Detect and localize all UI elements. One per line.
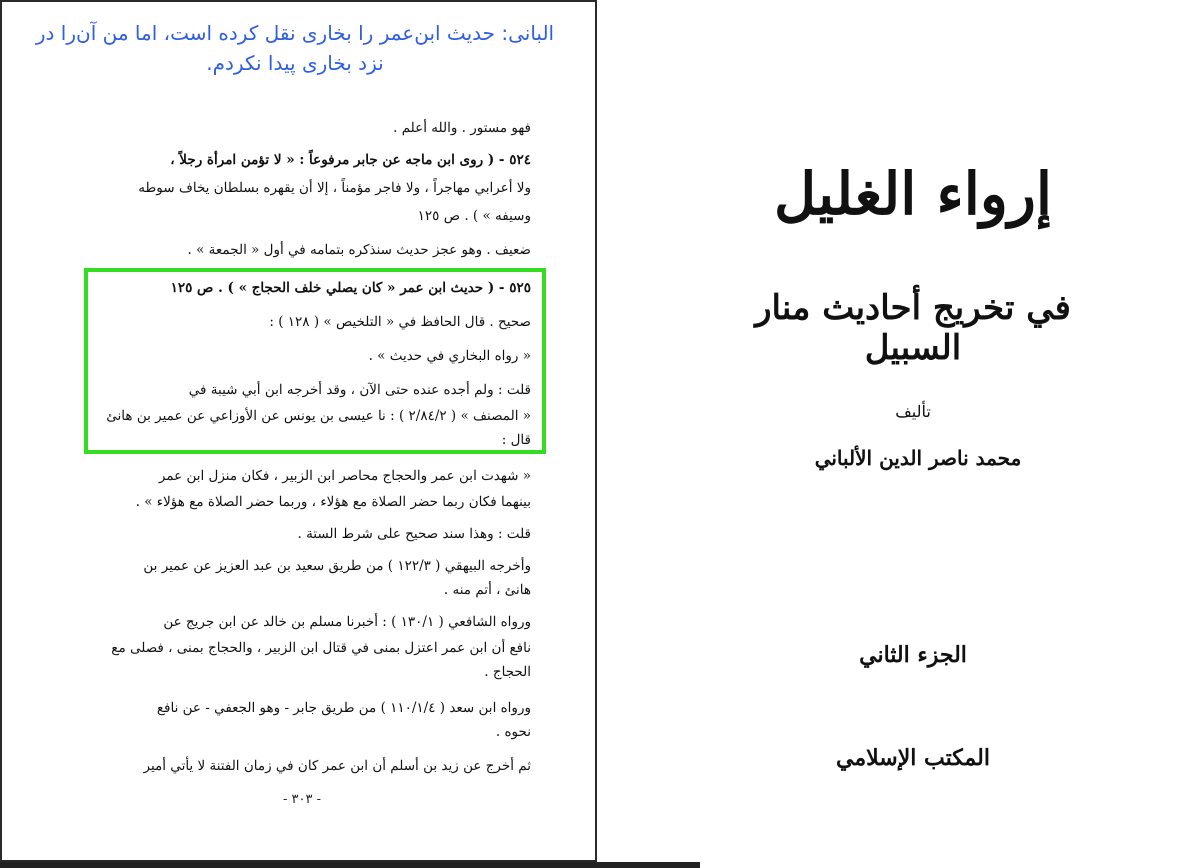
text-line: ورواه ابن سعد ( ١١٠/١/٤ ) من طريق جابر - وهو الجعفي - عن نافع xyxy=(156,700,531,716)
text-line: الحجاج . xyxy=(484,664,531,680)
text-line: ٥٢٤ - ( روى ابن ماجه عن جابر مرفوعاً : « لا تؤمن امرأة رجلاً ، xyxy=(170,152,531,168)
cover-publisher: المكتب الإسلامي xyxy=(836,745,990,771)
text-line: فهو مستور . والله أعلم . xyxy=(393,120,531,136)
text-line: قال : xyxy=(501,432,531,448)
left-page xyxy=(0,0,597,862)
text-line: بينهما فكان ربما حضر الصلاة مع هؤلاء ، وربما حضر الصلاة مع هؤلاء » . xyxy=(135,494,531,510)
cover-subtitle: في تخريج أحاديث منار السبيل xyxy=(755,288,1071,368)
text-line: « شهدت ابن عمر والحجاج محاصر ابن الزبير ، فكان منزل ابن عمر xyxy=(158,468,531,484)
cover-volume: الجزء الثاني xyxy=(859,642,967,668)
text-line: صحيح . قال الحافظ في « التلخيص » ( ١٢٨ ) : xyxy=(269,314,531,330)
text-line: « رواه البخاري في حديث » . xyxy=(368,348,531,364)
text-line: ولا أعرابي مهاجراً ، ولا فاجر مؤمناً ، إلا أن يقهره بسلطان يخاف سوطه xyxy=(138,180,531,196)
cover-title: إرواء الغليل xyxy=(773,160,1053,228)
text-line: نحوه . xyxy=(495,724,531,740)
text-line: نافع أن ابن عمر اعتزل بمنى في قتال ابن الزبير ، والحجاج بمنى ، فصلى مع xyxy=(111,640,531,656)
text-line: وأخرجه البيهقي ( ١٢٢/٣ ) من طريق سعيد بن عبد العزيز عن عمير بن xyxy=(143,558,531,574)
text-line: قلت : ولم أجده عنده حتى الآن ، وقد أخرجه ابن أبي شيبة في xyxy=(188,382,531,398)
cover-author: محمد ناصر الدين الألباني xyxy=(814,446,1022,470)
page-number: - ٣٠٣ - xyxy=(282,792,321,807)
text-line: « المصنف » ( ٢/٨٤/٢ ) : نا عيسى بن يونس عن الأوزاعي عن عمير بن هانئ xyxy=(106,408,531,424)
highlight-box xyxy=(84,268,546,454)
text-line: وسيفه » ) . ص ١٢٥ xyxy=(417,208,531,224)
text-line: ضعيف . وهو عجز حديث سنذكره بتمامه في أول « الجمعة » . xyxy=(187,242,531,258)
annotation-note: البانی: حدیث ابن‌عمر را بخاری نقل کرده است، اما من آن‌را در نزد بخاری پیدا نکردم. xyxy=(35,21,555,75)
text-line: ورواه الشافعي ( ١٣٠/١ ) : أخبرنا مسلم بن خالد عن ابن جريج عن xyxy=(163,614,531,630)
bottom-bar xyxy=(0,862,700,868)
cover-page xyxy=(603,0,1200,862)
text-line: هانئ ، أتم منه . xyxy=(443,582,531,598)
text-line: ثم أخرج عن زيد بن أسلم أن ابن عمر كان في زمان الفتنة لا يأتي أمير xyxy=(143,758,531,774)
cover-author-label: تأليف xyxy=(895,402,931,421)
text-line: قلت : وهذا سند صحيح على شرط الستة . xyxy=(297,526,531,542)
text-line: ٥٢٥ - ( حديث ابن عمر « كان يصلي خلف الحجاج » ) . ص ١٢٥ xyxy=(170,280,531,296)
